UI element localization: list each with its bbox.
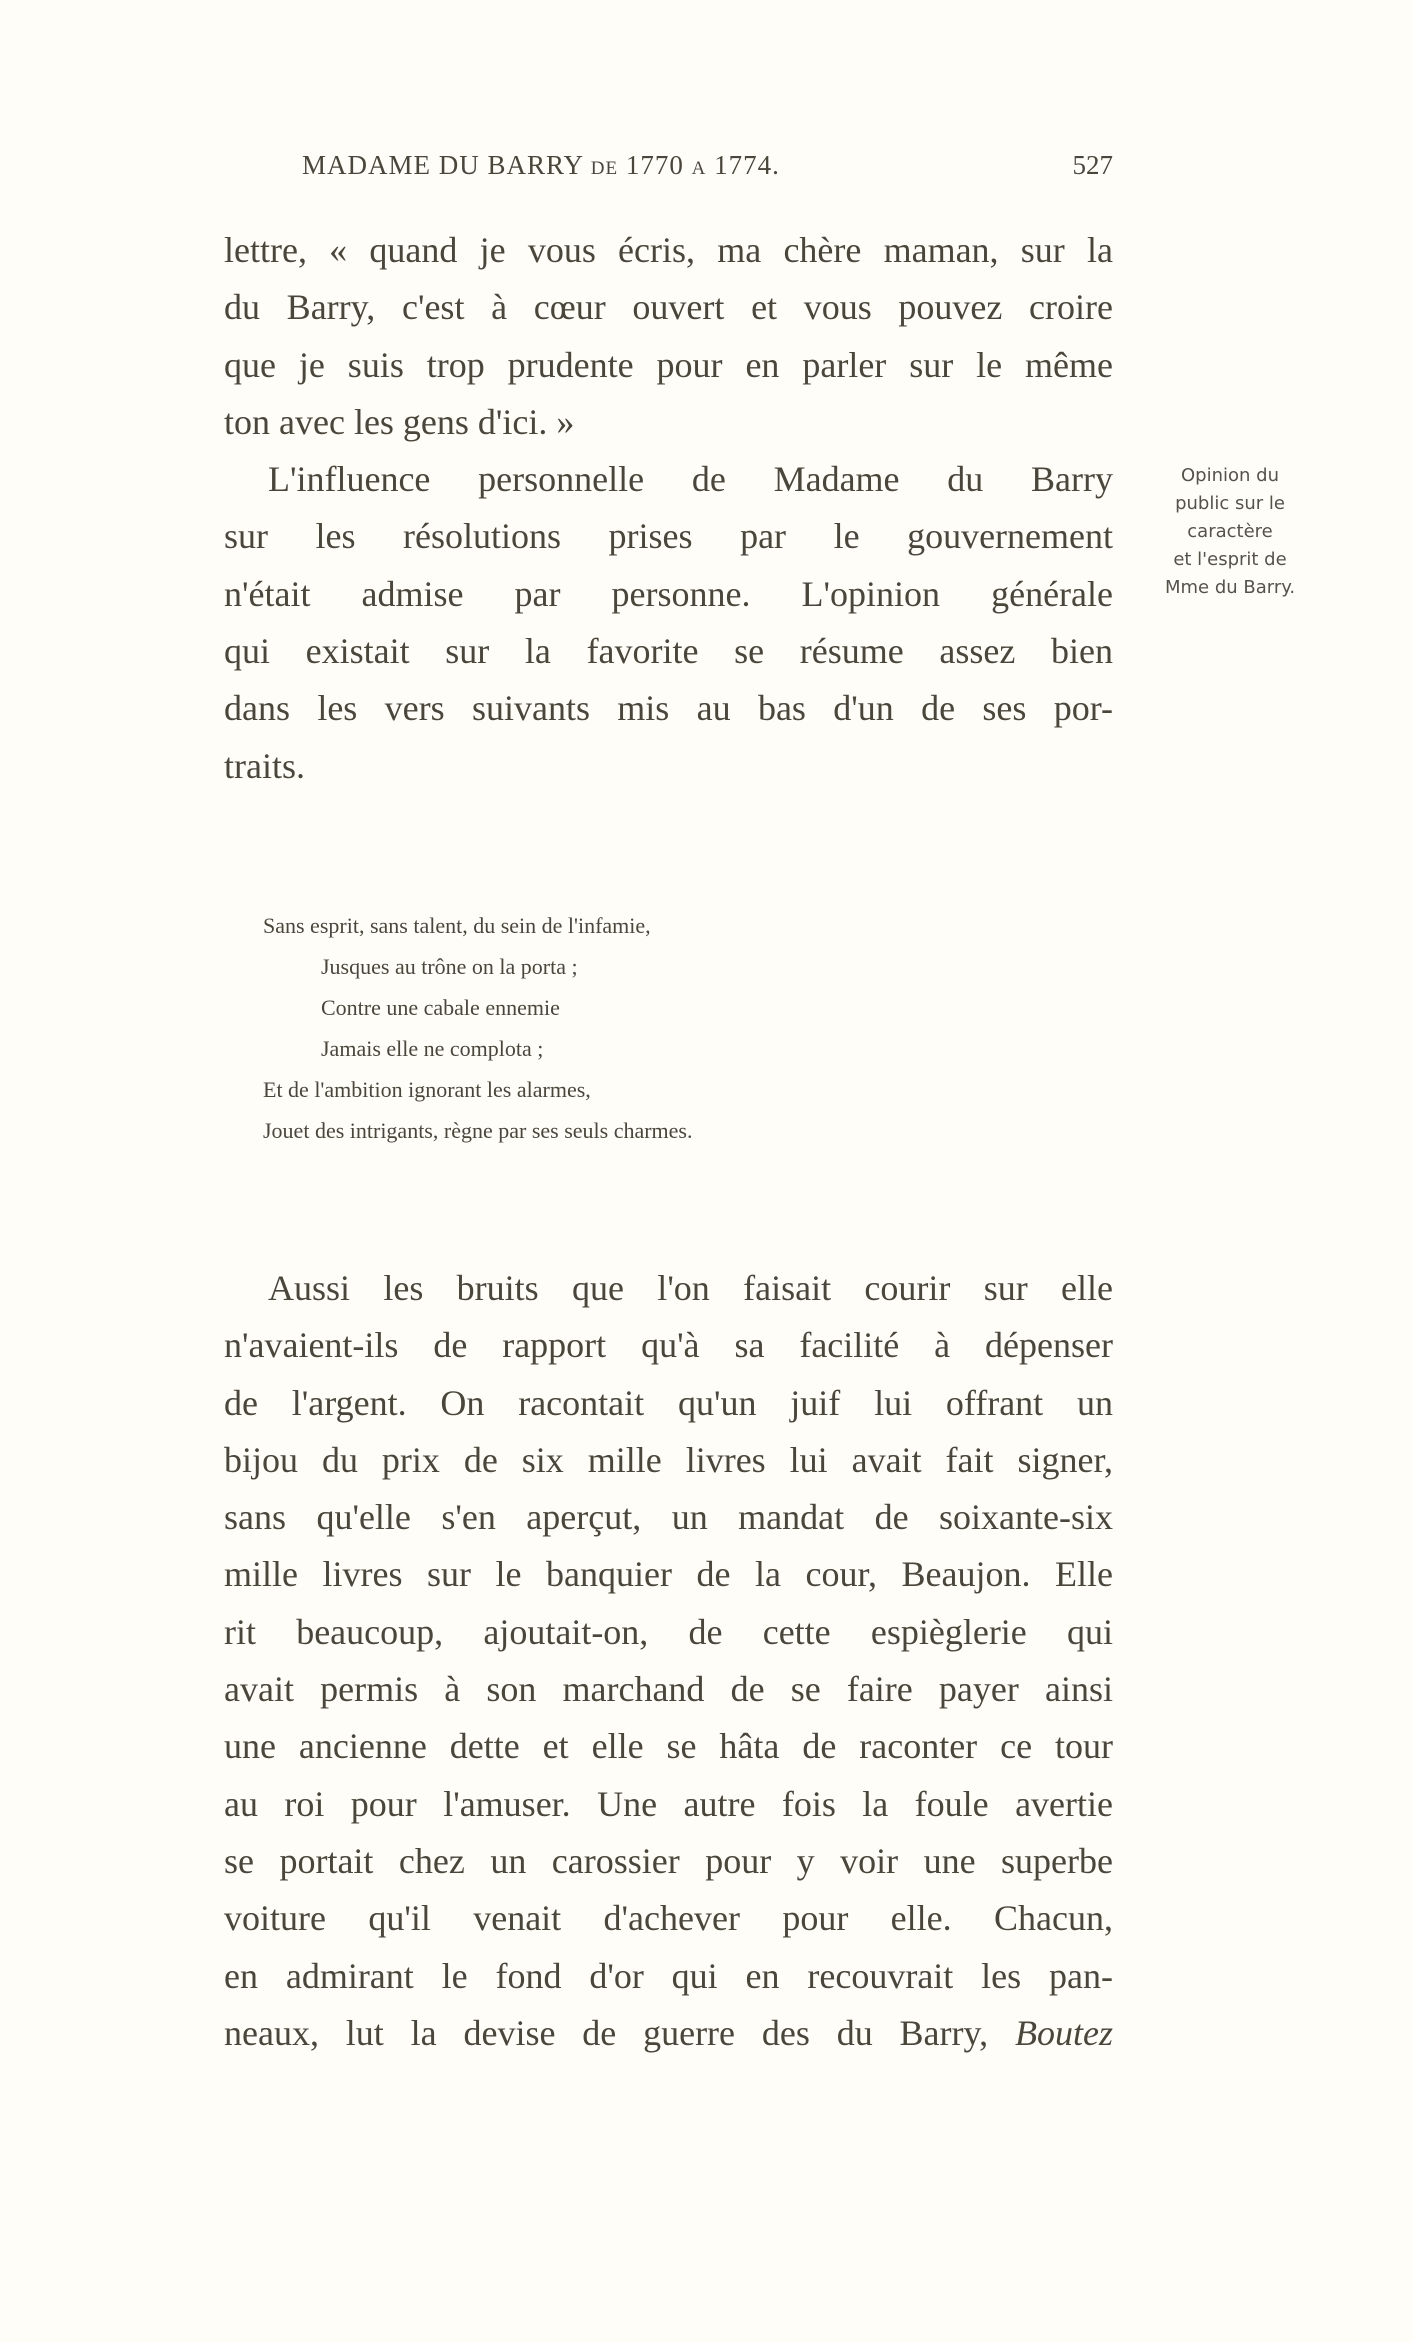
margin-note — [1140, 462, 1320, 602]
title-a: A — [691, 158, 707, 179]
title-year-start: 1770 — [625, 150, 684, 180]
text-line: avait permis à son marchand de se faire payer ainsi — [224, 1669, 1113, 1710]
main-text-bottom — [224, 1260, 1113, 2062]
text-line: voiture qu'il venait d'achever pour elle. Chacun, — [224, 1898, 1113, 1939]
margin-note-line: caractère — [1187, 521, 1273, 542]
text-line: bijou du prix de six mille livres lui avait fait signer, — [224, 1439, 1113, 1480]
margin-note-line: public sur le — [1175, 493, 1285, 514]
text-line: n'était admise par personne. L'opinion générale — [224, 573, 1113, 614]
margin-note-line: Opinion du — [1181, 465, 1279, 486]
text-line: en admirant le fond d'or qui en recouvrait les pan- — [224, 1955, 1113, 1996]
poem-verse: Jamais elle ne complota ; — [321, 1036, 544, 1061]
margin-note-line: Mme du Barry. — [1164, 577, 1296, 598]
poem-verse: Sans esprit, sans talent, du sein de l'infamie, — [263, 913, 651, 938]
text-line: une ancienne dette et elle se hâta de raconter ce tour — [224, 1726, 1113, 1767]
text-line: n'avaient-ils de rapport qu'à sa facilité à dépenser — [224, 1325, 1113, 1366]
text-line: que je suis trop prudente pour en parler sur le même — [224, 344, 1113, 385]
text-line: sur les résolutions prises par le gouvernement — [224, 516, 1113, 557]
text-line: de l'argent. On racontait qu'un juif lui offrant un — [224, 1382, 1113, 1423]
italic-word: Boutez — [1015, 2012, 1113, 2053]
poem-verse: Et de l'ambition ignorant les alarmes, — [263, 1077, 591, 1102]
text-line: Aussi les bruits que l'on faisait courir sur elle — [268, 1268, 1113, 1308]
margin-note-line: et l'esprit de — [1173, 549, 1287, 570]
running-title — [302, 150, 780, 181]
text-line: ton avec les gens d'ici. » — [224, 401, 575, 442]
text-line: au roi pour l'amuser. Une autre fois la foule avertie — [224, 1783, 1113, 1824]
text-line: du Barry, c'est à cœur ouvert et vous pouvez croire — [224, 287, 1113, 328]
text-line: mille livres sur le banquier de la cour, Beaujon. Elle — [224, 1554, 1113, 1595]
text-line: rit beaucoup, ajoutait-on, de cette espièglerie qui — [224, 1611, 1113, 1652]
poem-verse: Jusques au trône on la porta ; — [321, 954, 578, 979]
title-year-end: 1774. — [714, 150, 780, 180]
poem-verse: Contre une cabale ennemie — [321, 995, 560, 1020]
text-line: se portait chez un carossier pour y voir une superbe — [224, 1840, 1113, 1881]
poem — [263, 905, 693, 1151]
text-line: sans qu'elle s'en aperçut, un mandat de soixante-six — [224, 1497, 1113, 1538]
title-de: DE — [590, 158, 619, 179]
text-line: traits. — [224, 745, 305, 786]
poem-verse: Jouet des intrigants, règne par ses seuls charmes. — [263, 1118, 693, 1143]
text-line: lettre, « quand je vous écris, ma chère maman, sur la — [224, 230, 1113, 270]
text-line-segment: neaux, lut la devise de guerre des du Barry, — [224, 2012, 989, 2053]
main-text-top — [224, 222, 1113, 795]
text-line: L'influence personnelle de Madame du Barry — [268, 459, 1113, 500]
text-line: dans les vers suivants mis au bas d'un de ses por- — [224, 688, 1113, 729]
page-number: 527 — [1072, 150, 1113, 180]
text-line-final — [224, 2005, 1113, 2062]
text-line: qui existait sur la favorite se résume assez bien — [224, 631, 1113, 672]
running-header — [302, 150, 1113, 190]
title-main: MADAME DU BARRY — [302, 150, 584, 180]
